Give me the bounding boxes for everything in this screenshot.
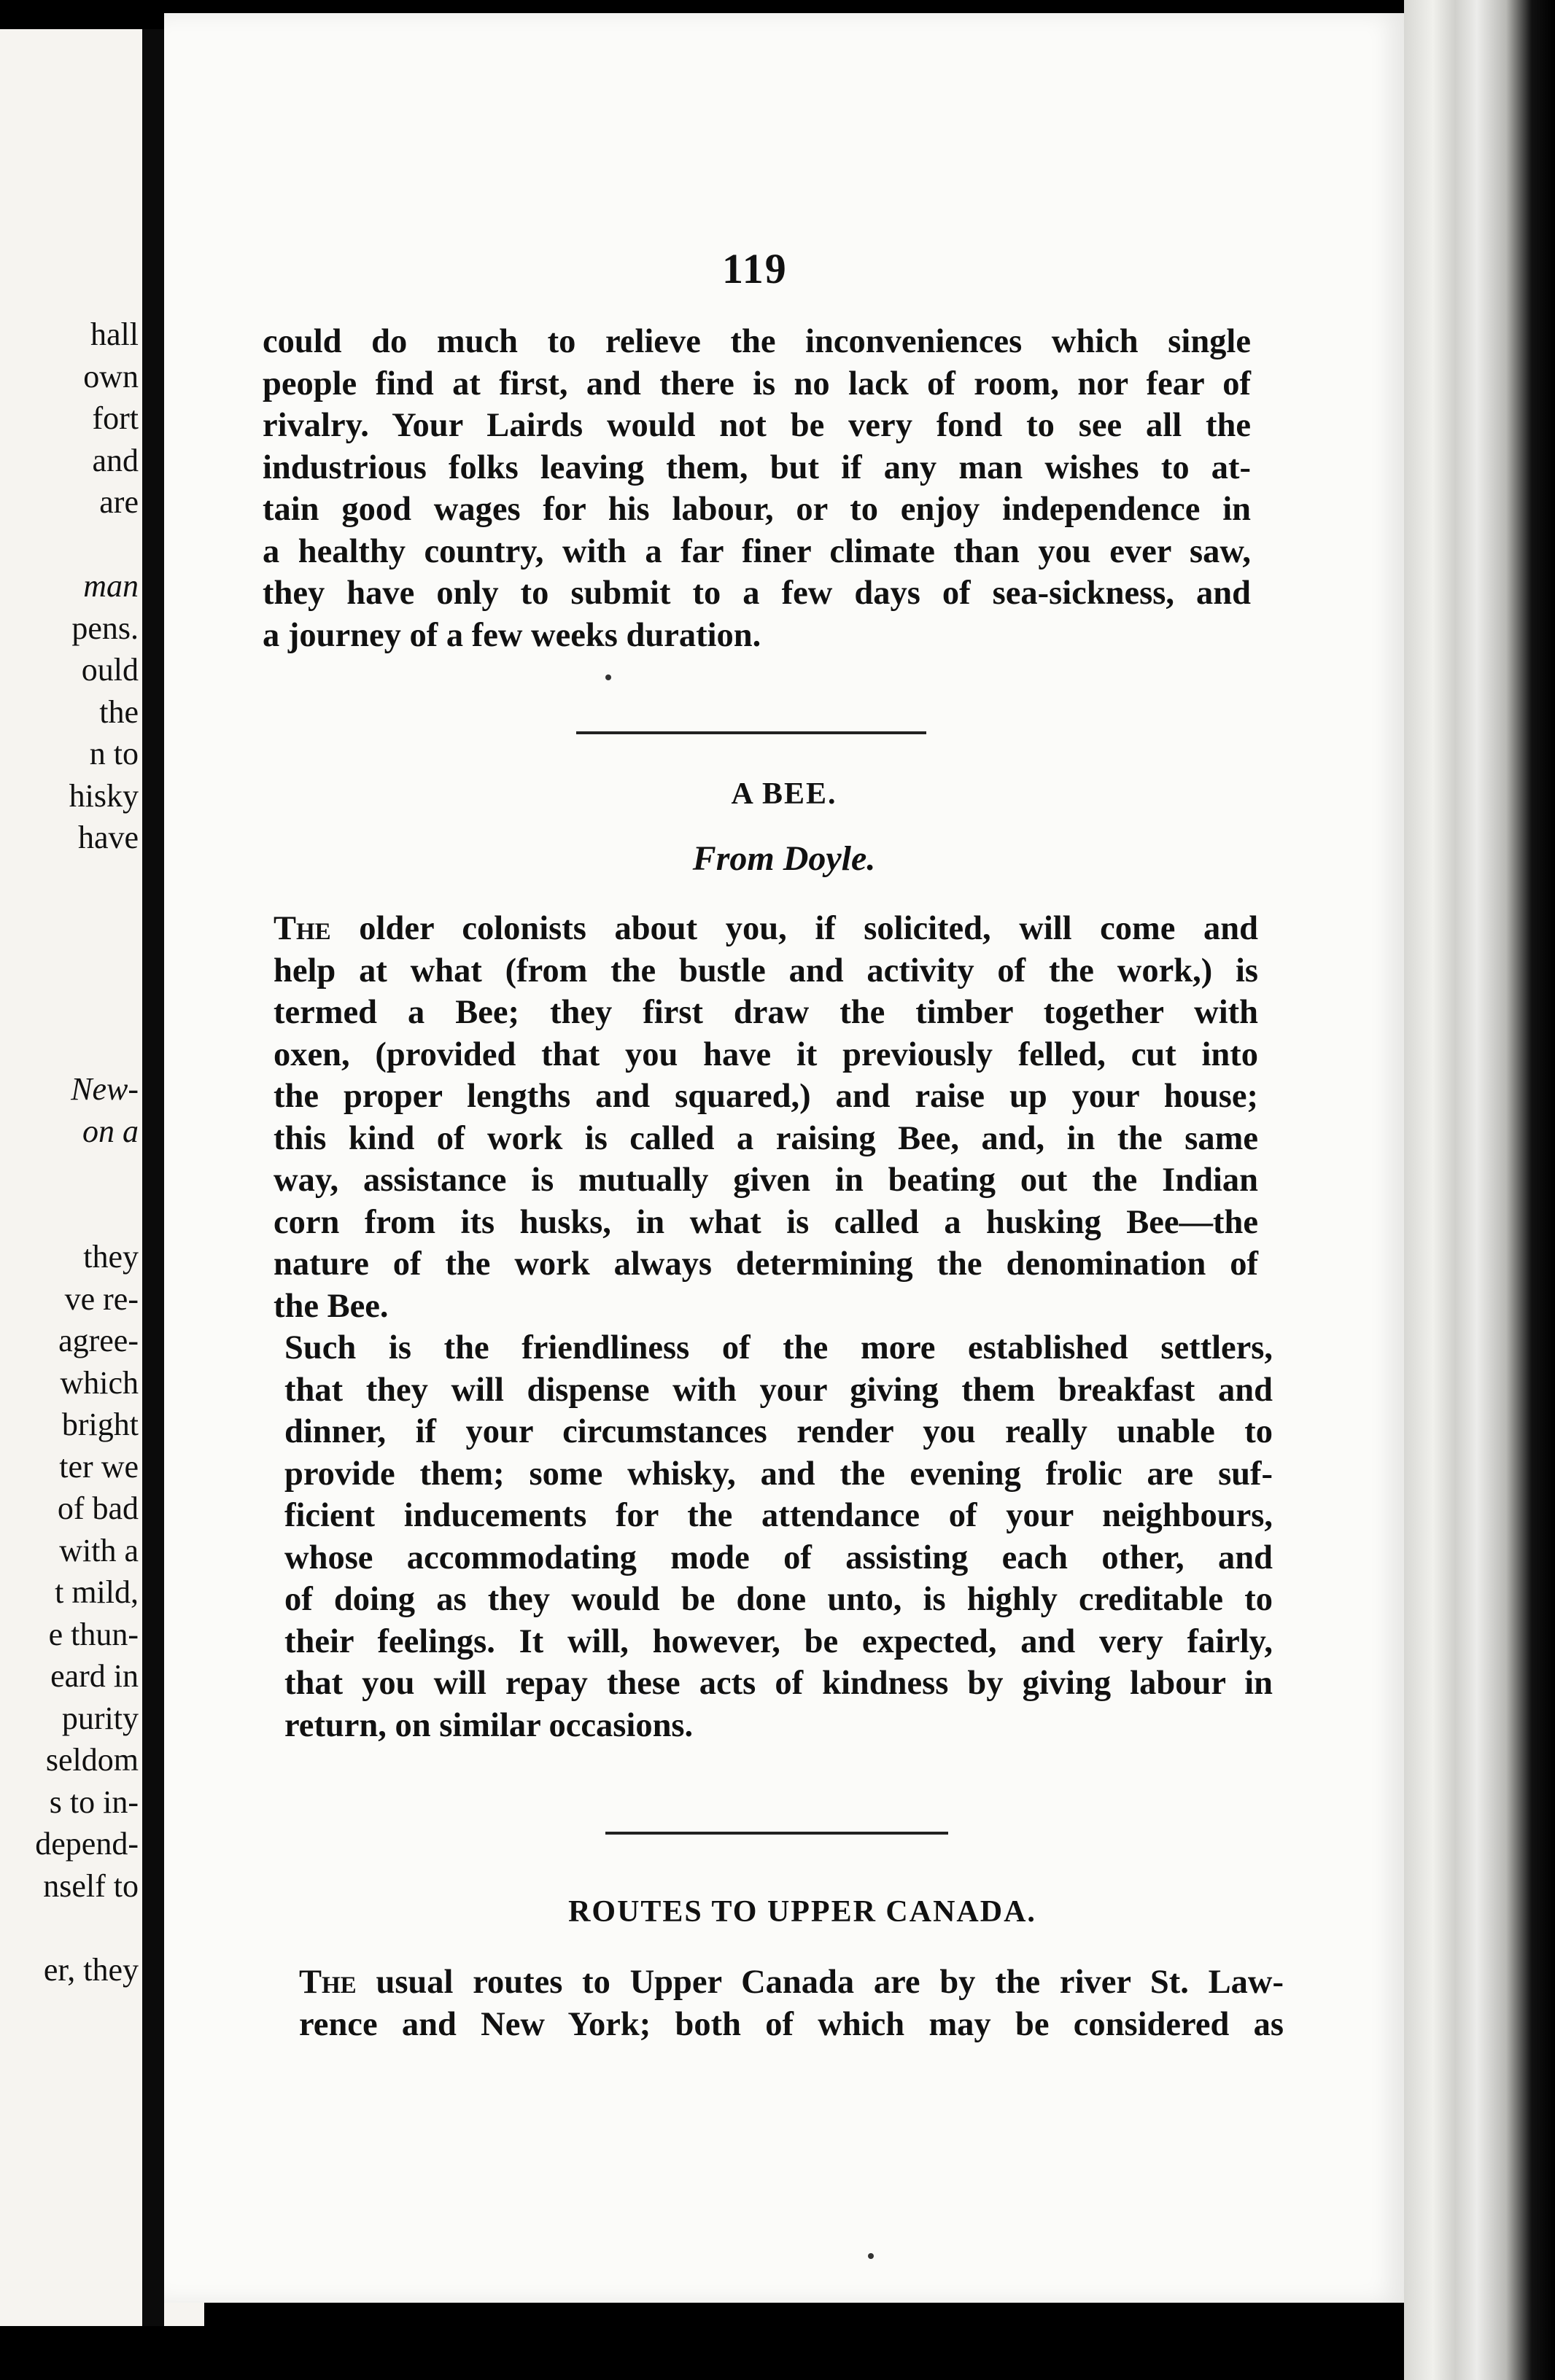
facing-page-line: er, they [43, 1951, 139, 1988]
facing-page-text [0, 314, 139, 1991]
text-line: return, on similar occasions. [284, 1706, 694, 1744]
facing-page-line: t mild, [55, 1574, 139, 1610]
facing-page-line: eard in [50, 1658, 139, 1694]
text-line [274, 908, 1258, 950]
facing-page-line: fort [92, 400, 139, 436]
facing-page-line: bright [61, 1407, 139, 1442]
paragraph [274, 908, 1258, 1327]
facing-page-line: nself to [43, 1867, 139, 1904]
text-line: a journey of a few weeks duration. [263, 616, 761, 654]
facing-page-line: ve re- [64, 1280, 139, 1317]
facing-page-line: of bad [57, 1490, 139, 1526]
text-line: whose accommodating mode of assisting each other, and [284, 1539, 1273, 1576]
facing-page-line: which [60, 1364, 139, 1401]
text-line: oxen, (provided that you have it previously felled, cut into [274, 1035, 1258, 1073]
facing-page-line: s to in- [49, 1784, 139, 1820]
paragraph [299, 1961, 1284, 2045]
text-line: people find at first, and there is no lack of room, nor fear of [263, 365, 1251, 402]
text-line: of doing as they would be done unto, is highly creditable to [284, 1581, 1273, 1618]
text-line: provide them; some whisky, and the evening frolic are suf- [284, 1455, 1273, 1493]
text-span: older colonists about you, if solicited, will come and [330, 910, 1258, 947]
facing-page-line [0, 1194, 139, 1237]
facing-page-line: the [99, 693, 139, 730]
facing-page-line: seldom [45, 1742, 139, 1778]
section-title: ROUTES TO UPPER CANADA. [568, 1895, 1036, 1929]
facing-page-line: they [83, 1239, 139, 1275]
text-line: rence and New York; both of which may be considered as [299, 2005, 1284, 2043]
facing-page-line: and [92, 442, 139, 478]
text-line: corn from its husks, in what is called a husking Bee—the [274, 1203, 1258, 1241]
ink-speck [868, 2253, 874, 2259]
book-gutter [142, 29, 164, 2326]
text-line: tain good wages for his labour, or to enjoy independence in [263, 491, 1251, 528]
text-line: the proper lengths and squared,) and raise up your house; [274, 1078, 1258, 1115]
facing-page-line: have [77, 820, 139, 855]
text-line: ficient inducements for the attendance of your neighbours, [284, 1497, 1273, 1534]
section-source: From Doyle. [692, 839, 876, 878]
section-divider [576, 731, 926, 734]
facing-page-line: purity [61, 1700, 139, 1736]
paragraph [284, 1327, 1273, 1746]
paragraph-continuation [263, 321, 1251, 656]
facing-page-line: pens. [71, 610, 139, 646]
section-divider [605, 1832, 948, 1835]
ink-speck [605, 674, 611, 680]
facing-page-line: New- [71, 1071, 139, 1107]
facing-page-line: agree- [58, 1323, 139, 1358]
facing-page-line [0, 859, 139, 901]
facing-page-line: are [99, 484, 139, 520]
text-line: this kind of work is called a raising Bee, and, in the same [274, 1119, 1258, 1157]
facing-page-line: ould [81, 652, 139, 688]
facing-page-line [0, 984, 139, 1027]
text-line: that you will repay these acts of kindness by giving labour in [284, 1665, 1273, 1702]
text-line [299, 1961, 1284, 2004]
text-line: that they will dispense with your giving them breakfast and [284, 1371, 1273, 1409]
text-span: usual routes to Upper Canada are by the river St. Law- [356, 1964, 1284, 2001]
facing-page-line: hall [90, 316, 139, 352]
page-number: 119 [722, 245, 788, 292]
text-line: a healthy country, with a far finer climate than you ever saw, [263, 532, 1251, 570]
facing-page-line [0, 943, 139, 985]
text-line: nature of the work always determining the denomination of [274, 1245, 1258, 1283]
facing-page-line: ter we [59, 1448, 139, 1485]
text-line: help at what (from the bustle and activity of the work,) is [274, 952, 1258, 989]
text-line: the Bee. [274, 1287, 389, 1325]
facing-page-line: on a [82, 1113, 139, 1149]
page-edges [1404, 0, 1555, 2380]
facing-page-line [0, 1152, 139, 1194]
section-title: A BEE. [731, 777, 837, 811]
drop-lead-word: The [299, 1964, 357, 2001]
facing-page-line: n to [89, 736, 139, 771]
facing-page-line: e thun- [48, 1616, 139, 1652]
text-line: their feelings. It will, however, be expected, and very fairly, [284, 1622, 1273, 1660]
text-line: they have only to submit to a few days of sea-sickness, and [263, 575, 1251, 612]
text-line: could do much to relieve the inconveniences which single [263, 323, 1251, 360]
facing-page-line [0, 1907, 139, 1949]
facing-page-line [0, 901, 139, 943]
facing-page-line: with a [59, 1532, 139, 1568]
facing-page-line [0, 1027, 139, 1069]
facing-page-line: man [83, 568, 139, 604]
facing-page-line: hisky [69, 777, 139, 814]
facing-page-line: depend- [35, 1826, 139, 1862]
facing-page-line: own [83, 358, 139, 394]
text-line: Such is the friendliness of the more established settlers, [284, 1329, 1273, 1366]
facing-page-line [0, 524, 139, 566]
text-line: industrious folks leaving them, but if any man wishes to at- [263, 448, 1251, 486]
text-line: termed a Bee; they first draw the timber together with [274, 994, 1258, 1031]
text-line: rivalry. Your Lairds would not be very fond to see all the [263, 407, 1251, 444]
text-line: way, assistance is mutually given in beating out the Indian [274, 1162, 1258, 1199]
drop-lead-word: The [274, 910, 331, 947]
text-line: dinner, if your circumstances render you really unable to [284, 1413, 1273, 1450]
